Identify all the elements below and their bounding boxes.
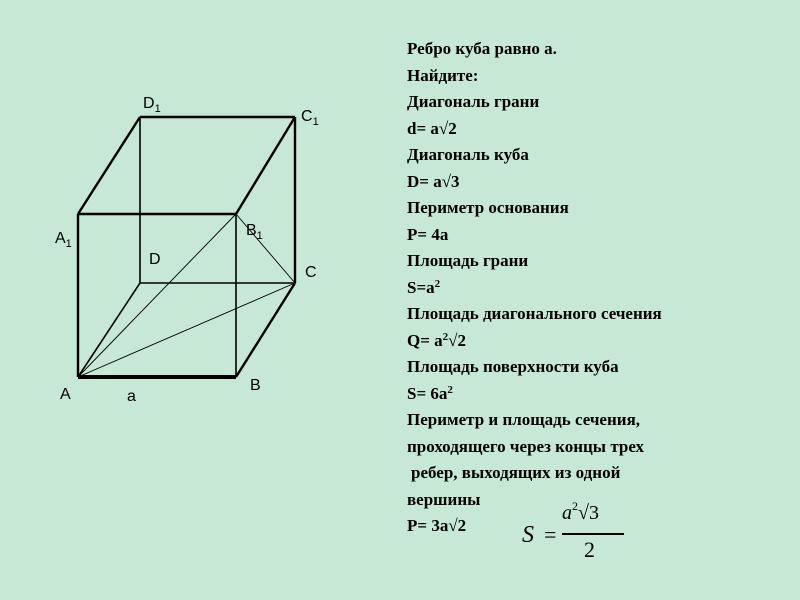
- vertex-label-d: D: [149, 251, 161, 268]
- diagonal-section-formula: $Q= a^2√2$: [407, 330, 467, 350]
- section-perimeter-formula: P= 3a√2: [407, 516, 467, 535]
- formula-denominator: 2: [584, 537, 595, 562]
- vertex-label-a1: $A_1$: [55, 230, 72, 250]
- task-heading: Найдите:: [407, 65, 479, 85]
- vertex-label-c1: $C_1$: [301, 108, 319, 128]
- problem-text: [407, 36, 797, 540]
- base-perimeter-heading: Периметр основания: [407, 198, 569, 217]
- section-heading-4: вершины: [407, 489, 481, 509]
- formula-equals: =: [544, 522, 557, 547]
- edge-ad: [78, 283, 140, 377]
- vertex-label-d1: $D_1$: [143, 95, 161, 115]
- base-perimeter-formula: P= 4a: [407, 224, 449, 244]
- diagonal-section-heading: Площадь диагонального сечения: [407, 304, 662, 323]
- statement-line: Ребро куба равно а.: [407, 39, 557, 58]
- face-area-formula: $S=a^2$: [407, 277, 441, 297]
- formula-lhs: S: [522, 522, 534, 548]
- section-heading-3: ребер, выходящих из одной: [411, 463, 621, 482]
- vertex-label-b: B: [250, 377, 261, 394]
- face-diagonal-heading: Диагональ грани: [407, 92, 540, 111]
- section-heading-2: проходящего через концы трех: [407, 436, 645, 456]
- cube-diagonal-formula: D= a√3: [407, 171, 460, 191]
- diagonal-b1c: [236, 214, 295, 283]
- vertex-label-c: C: [305, 264, 317, 281]
- vertex-label-a: A: [60, 386, 71, 403]
- surface-area-heading: Площадь поверхности куба: [407, 357, 619, 376]
- cube-diagonal-heading: Диагональ куба: [407, 145, 529, 164]
- edge-length-label: a: [127, 388, 136, 405]
- section-heading-1: Периметр и площадь сечения,: [407, 410, 641, 429]
- fraction-bar: [562, 533, 624, 535]
- face-area-heading: Площадь грани: [407, 251, 529, 270]
- edge-bc: [236, 283, 295, 377]
- diagonal-ab1: [78, 214, 236, 377]
- formula-numerator: $a^2√3$: [562, 499, 599, 524]
- diagonal-ac: [78, 283, 295, 377]
- vertex-label-b1: $B_1$: [246, 222, 263, 242]
- surface-area-formula: $S= 6a^2$: [407, 383, 453, 403]
- face-diagonal-formula: d= a√2: [407, 118, 457, 138]
- edge-a1d1: [78, 117, 140, 214]
- section-area-formula: [522, 500, 632, 570]
- edge-b1c1: [236, 117, 295, 214]
